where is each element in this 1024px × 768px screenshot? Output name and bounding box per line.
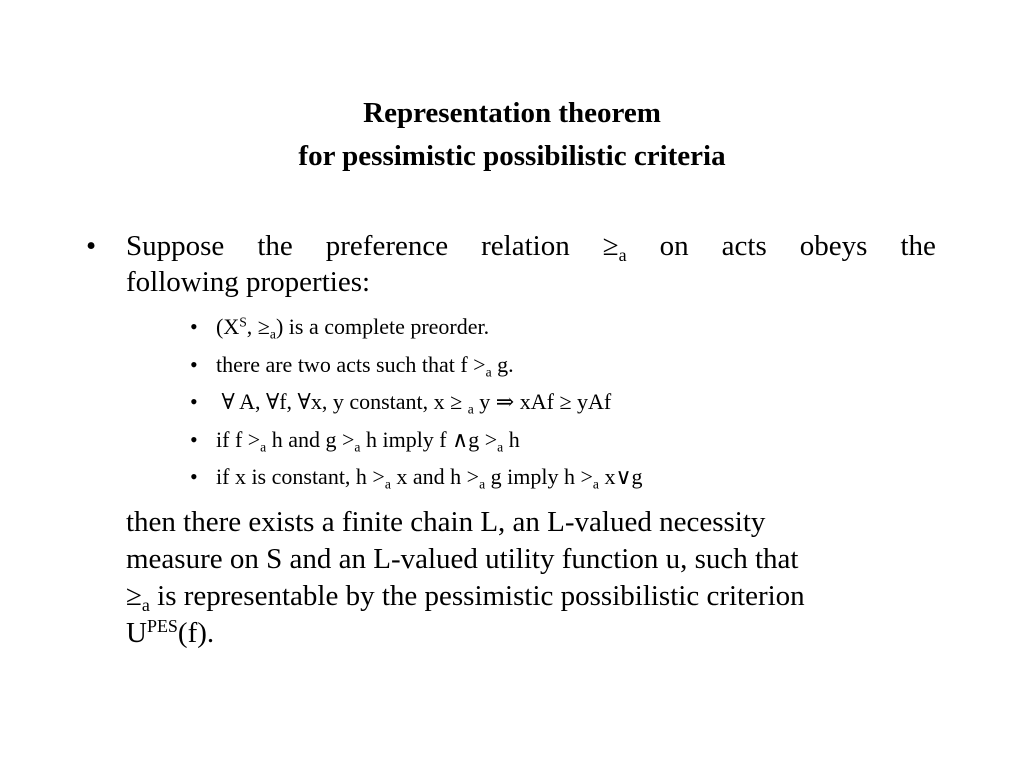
word: the: [257, 230, 293, 262]
word: relation: [481, 230, 570, 262]
word: preference: [325, 230, 449, 262]
main-bullet-line-2: following properties:: [126, 266, 371, 298]
property-item-max-constant: • if x is constant, $h >_a$ x and $h >_a$ g imply $h >_a$ x∨g: [190, 458, 910, 496]
word: acts: [721, 230, 767, 262]
word: Suppose: [126, 230, 225, 262]
sub-bullet-marker: •: [190, 389, 198, 414]
sub-bullet-marker: •: [190, 314, 198, 339]
theorem-conclusion: [126, 504, 956, 652]
property-item-min-stability: • if $f >_a$ h and $g >_a$ h imply f ∧g $>_a$ h: [190, 421, 910, 459]
word: the: [900, 230, 936, 262]
main-bullet-marker: •: [86, 230, 97, 262]
sub-bullet-marker: •: [190, 351, 198, 377]
properties-list: [190, 308, 910, 496]
word: on: [659, 230, 689, 262]
property-item-complete-preorder: • ($X^S$, $\ge_a$) is a complete preorder.: [190, 308, 910, 346]
conclusion-line-2: measure on S and an L-valued utility function u, such that: [126, 543, 799, 575]
sub-bullet-marker: •: [190, 464, 198, 489]
title-line-1: Representation theorem: [363, 97, 661, 129]
preference-relation-symbol: $\ge_a$: [602, 230, 627, 265]
main-bullet-line-1: [126, 228, 936, 264]
property-item-two-acts: • there are two acts such that $f >_a$ g.: [190, 346, 910, 384]
word: obeys: [799, 230, 868, 262]
title-line-2: for pessimistic possibilistic criteria: [298, 140, 726, 172]
main-bullet-text: [126, 228, 936, 300]
property-item-monotonicity: • ∀ A, ∀f, ∀x, y constant, x ≥ $_a$ y ⇒ xAf ≥ yAf: [190, 383, 910, 421]
conclusion-line-4: $U^{PES}(f)$.: [126, 616, 215, 649]
slide-title: [0, 92, 1024, 178]
sub-bullet-marker: •: [190, 426, 198, 452]
conclusion-line-1: then there exists a finite chain L, an L-valued necessity: [126, 506, 766, 538]
conclusion-line-3: $\ge_a$ is representable by the pessimistic possibilistic criterion: [126, 580, 805, 615]
